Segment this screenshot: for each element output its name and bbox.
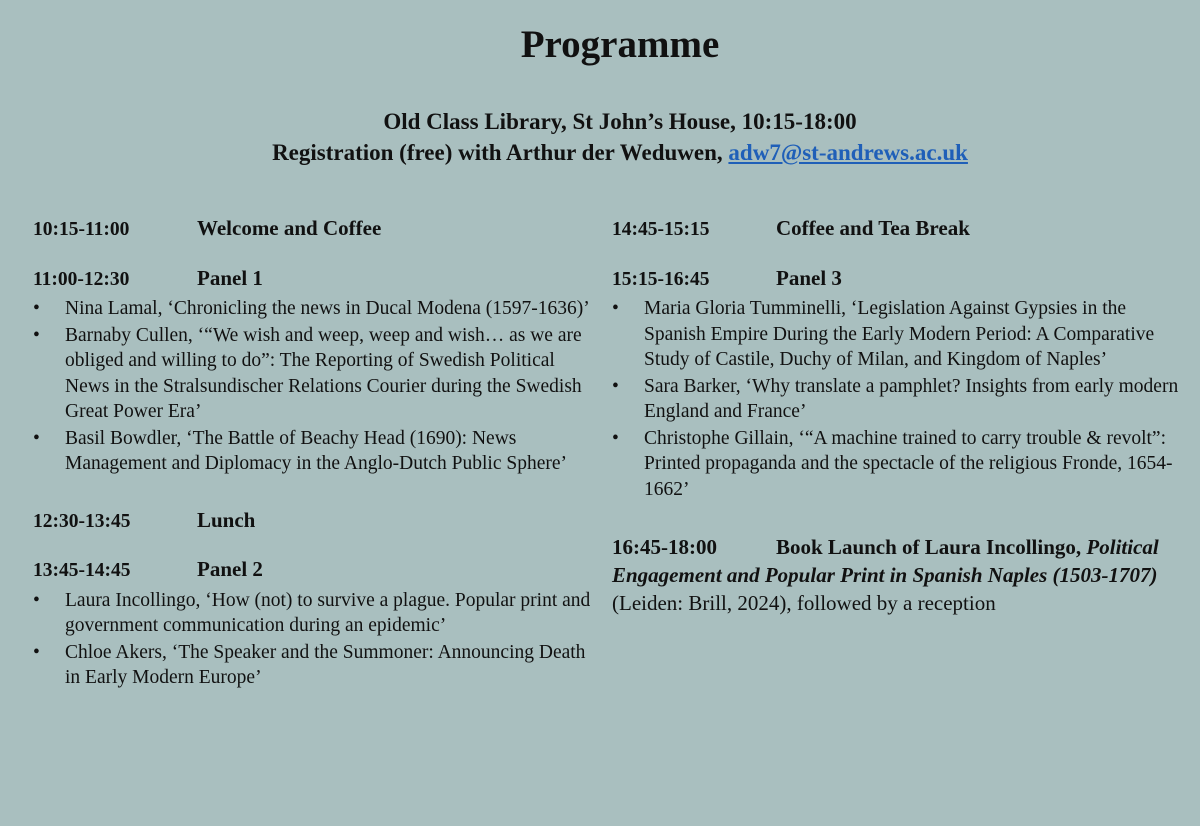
registration-line: [0, 137, 1200, 168]
event-details: [0, 106, 1200, 168]
bullet-icon: •: [33, 641, 40, 663]
list-item: • Nina Lamal, ‘Chronicling the news in Ducal Modena (1597-1636)’: [33, 296, 593, 322]
list-item: • Laura Incollingo, ‘How (not) to survive a plague. Popular print and government communication during an epidemic’: [33, 589, 591, 636]
slot-label: Lunch: [197, 507, 256, 532]
page-title: Programme: [520, 23, 720, 66]
left-column: [33, 216, 593, 714]
talk-list: [33, 588, 593, 691]
list-item: • Basil Bowdler, ‘The Battle of Beachy Head (1690): News Management and Diplomacy in the Anglo-Dutch Public Sphere’: [33, 427, 568, 474]
book-title: Political Engagement and Popular Print in Spanish Naples (1503-1707): [612, 535, 1159, 587]
schedule-slot-panel-2: [33, 557, 593, 691]
slot-label: Panel 3: [776, 265, 842, 290]
schedule-slot-panel-1: [33, 266, 593, 477]
schedule-slot-lunch: [33, 508, 593, 535]
schedule-slot-break: [612, 216, 1187, 243]
bullet-icon: •: [612, 298, 619, 319]
slot-time: 15:15-16:45: [612, 268, 710, 290]
schedule-slot-book-launch: [612, 533, 1187, 617]
schedule-slot-panel-3: [612, 266, 1187, 503]
registration-text: Registration (free) with Arthur der Weduwen,: [272, 140, 729, 165]
venue-line: Old Class Library, St John’s House, 10:15-18:00: [383, 109, 857, 134]
registration-email-link[interactable]: adw7@st-andrews.ac.uk: [728, 140, 968, 165]
list-item: • Sara Barker, ‘Why translate a pamphlet? Insights from early modern England and France’: [612, 375, 1179, 422]
slot-label: Coffee and Tea Break: [776, 216, 970, 240]
slot-time: 16:45-18:00: [612, 535, 717, 559]
talk-list: [33, 296, 593, 477]
book-launch-text: [612, 533, 1187, 617]
right-column: [612, 216, 1187, 640]
bullet-icon: •: [33, 589, 40, 611]
slot-time: 14:45-15:15: [612, 219, 710, 240]
bullet-icon: •: [33, 427, 40, 449]
talk-list: [612, 296, 1187, 502]
book-launch-details: (Leiden: Brill, 2024), followed by a reception: [612, 591, 996, 615]
bullet-icon: •: [33, 298, 40, 319]
slot-time: 12:30-13:45: [33, 510, 131, 532]
bullet-icon: •: [612, 375, 619, 397]
slot-time: 10:15-11:00: [33, 219, 130, 240]
slot-time: 11:00-12:30: [33, 268, 130, 290]
schedule-slot-welcome: [33, 216, 593, 243]
slot-label: Welcome and Coffee: [197, 216, 382, 240]
bullet-icon: •: [612, 427, 619, 449]
slot-label: Panel 2: [197, 557, 263, 581]
list-item: • Barnaby Cullen, ‘“We wish and weep, weep and wish… as we are obliged and willing to do”: The Reporting of Swedish Political News in the Stralsundischer Relations Courier during the Swedish Great Power Era’: [33, 324, 582, 422]
list-item: • Chloe Akers, ‘The Speaker and the Summoner: Announcing Death in Early Modern Europe’: [33, 641, 586, 688]
list-item: • Maria Gloria Tumminelli, ‘Legislation Against Gypsies in the Spanish Empire During the Early Modern Period: A Comparative Study of Castile, Duchy of Milan, and Kingdom of Naples’: [612, 298, 1155, 370]
slot-label: Panel 1: [197, 265, 263, 290]
list-item: • Christophe Gillain, ‘“A machine trained to carry trouble & revolt”: Printed propaganda and the spectacle of the religious Fronde, 1654-1662’: [612, 427, 1173, 500]
slot-label: Book Launch of Laura Incollingo,: [776, 535, 1082, 559]
slot-time: 13:45-14:45: [33, 560, 131, 581]
bullet-icon: •: [33, 324, 40, 346]
